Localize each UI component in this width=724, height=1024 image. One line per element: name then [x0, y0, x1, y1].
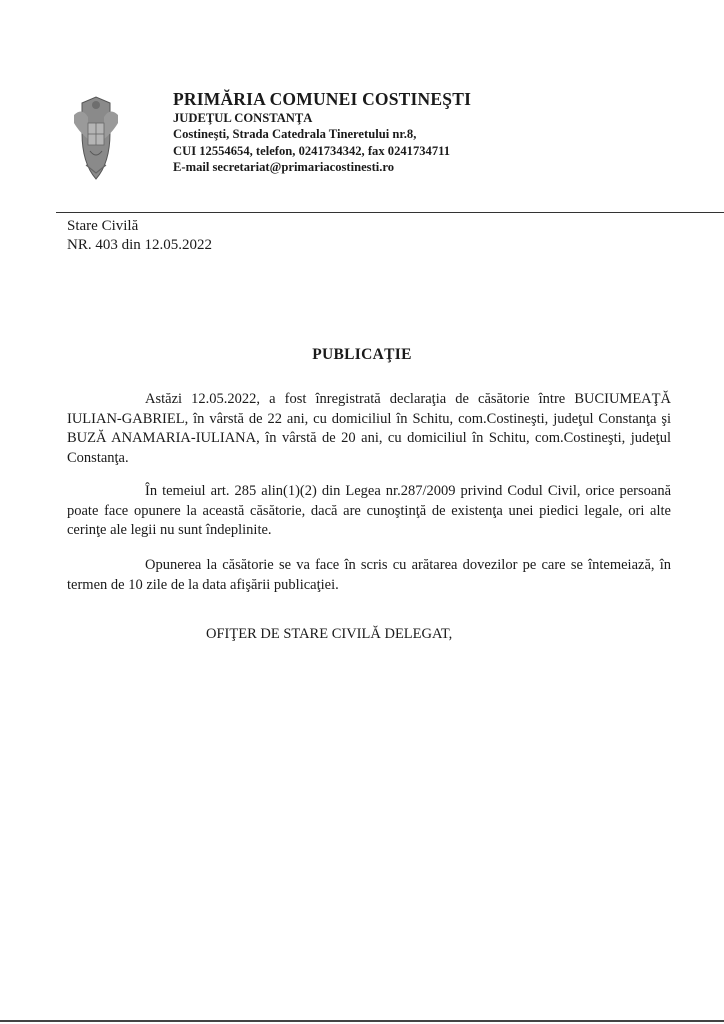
registry-block [67, 217, 212, 255]
email-line: E-mail secretariat@primariacostinesti.ro [173, 159, 395, 174]
paragraph-2-text: În temeiul art. 285 alin(1)(2) din Legea nr.287/2009 privind Codul Civil, orice persoană poate face opunere la această căsătorie, dacă are cunoştinţă de existenţa unei piedici legale, ori alte cerinţe ale legii nu sunt îndeplinite. [67, 483, 671, 538]
registry-number: NR. 403 din 12.05.2022 [67, 237, 213, 253]
address-line: Costineşti, Strada Catedrala Tineretului nr.8, [173, 127, 417, 142]
institution-header [173, 88, 673, 175]
signature-line: OFIŢER DE STARE CIVILĂ DELEGAT, [206, 626, 453, 642]
department-label: Stare Civilă [67, 218, 139, 234]
contact-line: CUI 12554654, telefon, 0241734342, fax 0241734711 [173, 143, 451, 158]
header-divider [56, 212, 724, 213]
paragraph-1-text: Astăzi 12.05.2022, a fost înregistrată declaraţia de căsătorie între BUCIUMEAŢĂ IULIAN-GABRIEL, în vârstă de 22 ani, cu domiciliul în Schitu, com.Costineşti, judeţul Constanţa şi BUZĂ ANAMARIA-IULIANA, în vârstă de 20 ani, cu domiciliul în Schitu, com.Costineşti, judeţul Constanţa. [67, 391, 671, 466]
paragraph-legal-basis [67, 482, 671, 541]
paragraph-3-text: Opunerea la căsătorie se va face în scris cu arătarea dovezilor pe care se întemeiază, în termen de 10 zile de la data afişării publicaţiei. [67, 557, 671, 593]
institution-name: PRIMĂRIA COMUNEI COSTINEŞTI [173, 89, 472, 109]
page-bottom-edge [0, 1020, 724, 1022]
county-name: JUDEŢUL CONSTANŢA [173, 111, 313, 125]
document-title: PUBLICAŢIE [312, 346, 412, 363]
paragraph-opposition [67, 556, 671, 595]
paragraph-declaration [67, 390, 671, 468]
coat-of-arms-icon [72, 93, 120, 187]
